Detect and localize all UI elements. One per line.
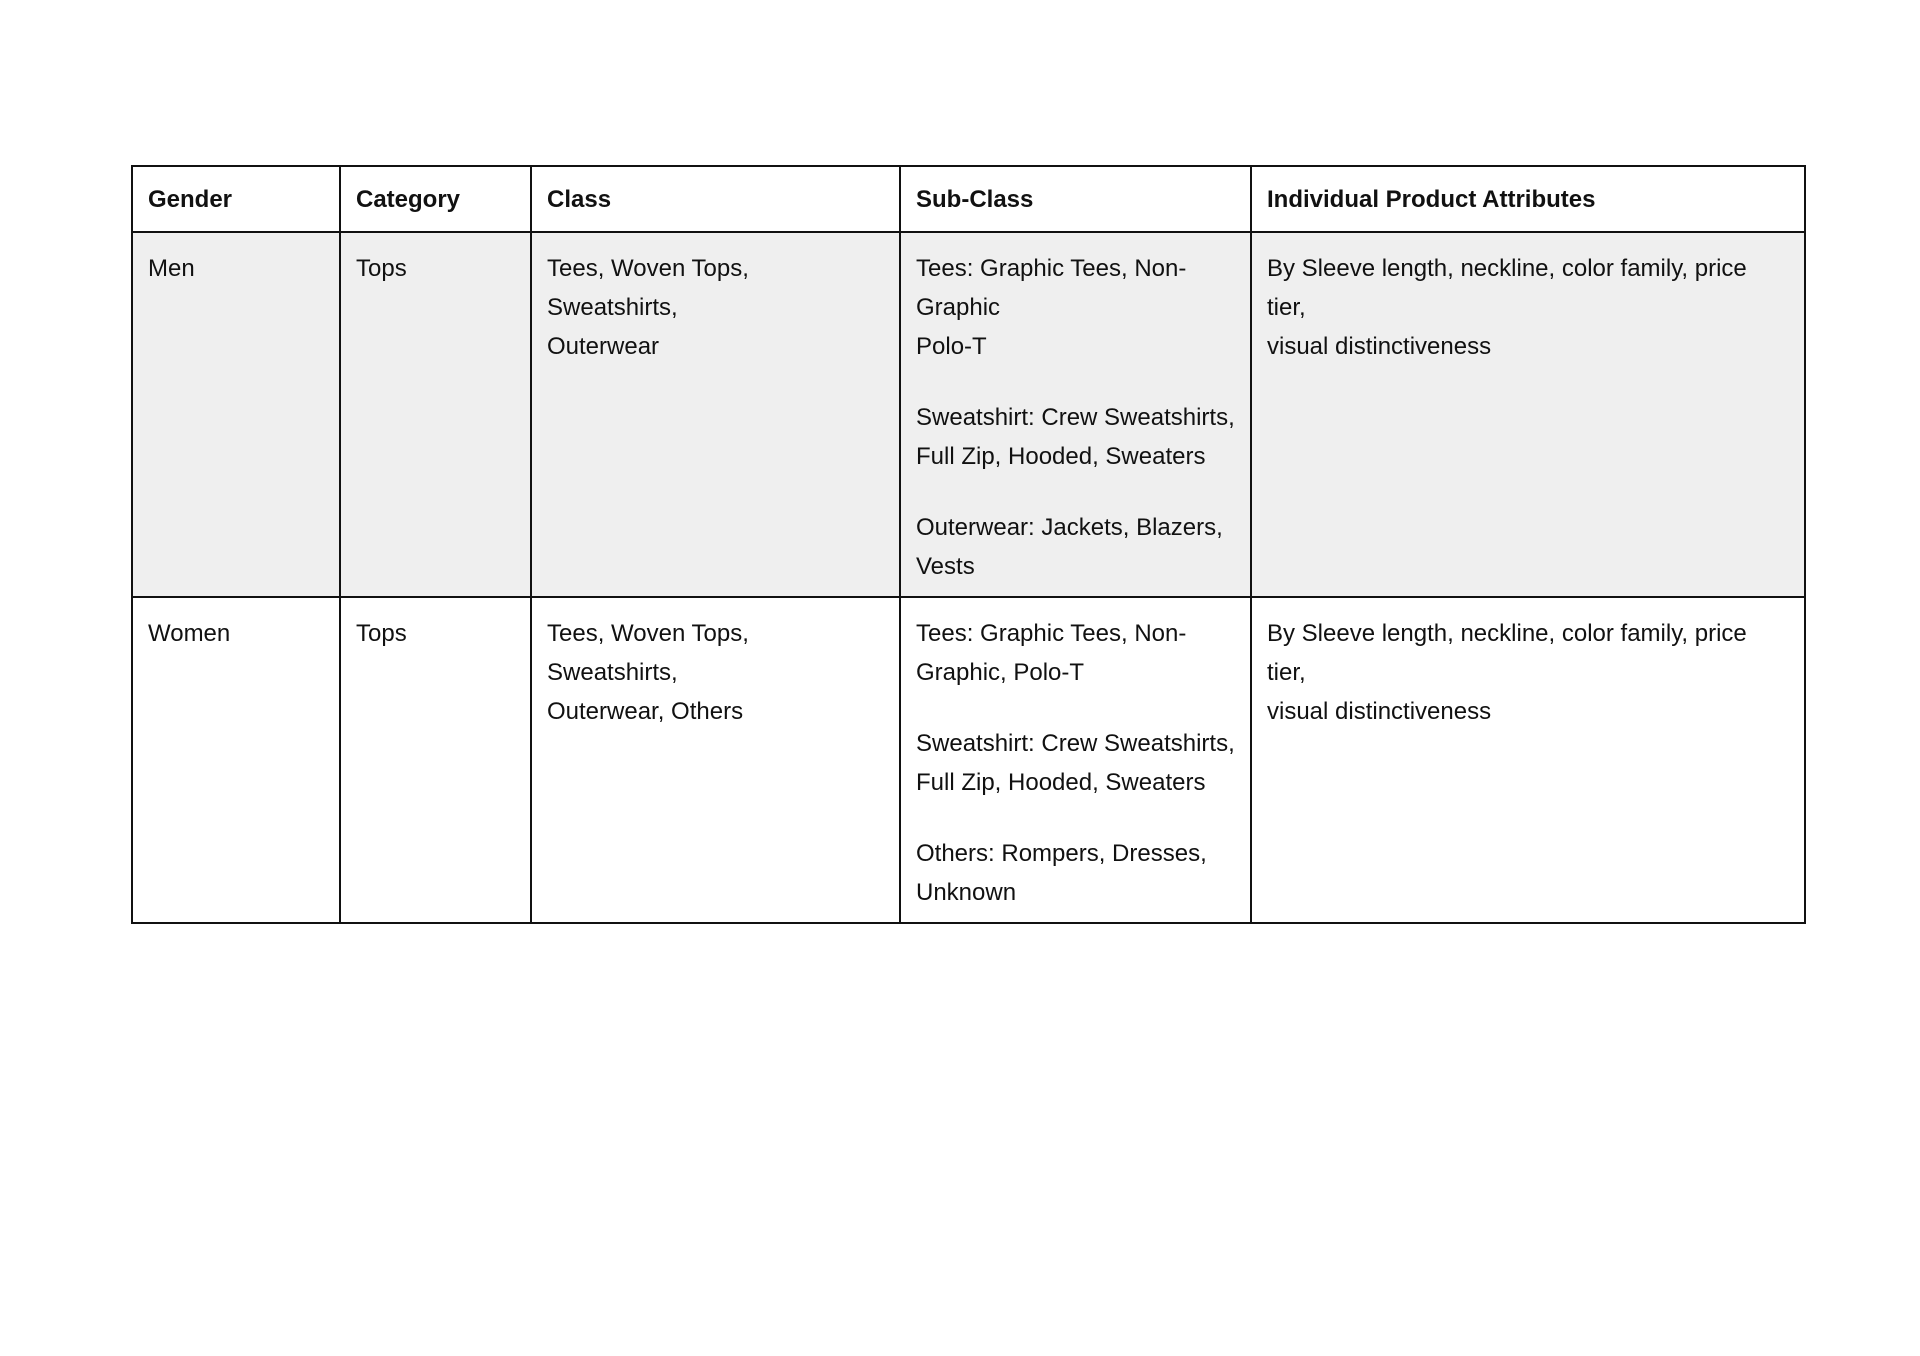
cell-category: Tops [340,597,531,923]
header-class: Class [531,166,900,232]
sub-class-line: Sweatshirt: Crew Sweatshirts, [916,404,1235,431]
header-sub-class: Sub-Class [900,166,1251,232]
sub-class-line: Sweatshirt: Crew Sweatshirts, [916,730,1235,757]
sub-class-line: Tees: Graphic Tees, Non- [916,255,1187,282]
sub-class-line: Full Zip, Hooded, Sweaters [916,769,1206,796]
header-gender: Gender [132,166,340,232]
cell-gender: Men [132,232,340,597]
product-hierarchy-table [131,165,1806,924]
sub-class-line: Graphic [916,294,1001,321]
header-individual-product-attributes: Individual Product Attributes [1251,166,1805,232]
sub-class-line: Unknown [916,879,1017,906]
sub-class-line: Full Zip, Hooded, Sweaters [916,443,1206,470]
class-line: Outerwear, Others [547,698,744,725]
sub-class-paragraph [916,614,1235,692]
cell-attributes [1251,597,1805,923]
cell-category: Tops [340,232,531,597]
class-line: Tees, Woven Tops, Sweatshirts, [547,255,756,321]
cell-attributes [1251,232,1805,597]
table-header-row [132,166,1805,232]
sub-class-paragraph [916,398,1235,476]
cell-sub-class [900,232,1251,597]
cell-class [531,232,900,597]
table-row [132,597,1805,923]
sub-class-line: Polo-T [916,333,987,360]
sub-class-paragraph [916,249,1235,366]
sub-class-line: Graphic, Polo-T [916,659,1085,686]
table-row [132,232,1805,597]
sub-class-line: Vests [916,553,975,580]
class-line: Tees, Woven Tops, Sweatshirts, [547,620,756,686]
attributes-line: By Sleeve length, neckline, color family, price tier, [1267,620,1754,686]
sub-class-paragraph [916,724,1235,802]
attributes-line: By Sleeve length, neckline, color family, price tier, [1267,255,1754,321]
cell-class [531,597,900,923]
class-line: Outerwear [547,333,660,360]
sub-class-line: Tees: Graphic Tees, Non- [916,620,1187,647]
header-category: Category [340,166,531,232]
attributes-line: visual distinctiveness [1267,698,1492,725]
cell-gender: Women [132,597,340,923]
sub-class-paragraph [916,508,1235,586]
sub-class-line: Others: Rompers, Dresses, [916,840,1207,867]
attributes-line: visual distinctiveness [1267,333,1492,360]
sub-class-paragraph [916,834,1235,912]
cell-sub-class [900,597,1251,923]
sub-class-line: Outerwear: Jackets, Blazers, [916,514,1223,541]
